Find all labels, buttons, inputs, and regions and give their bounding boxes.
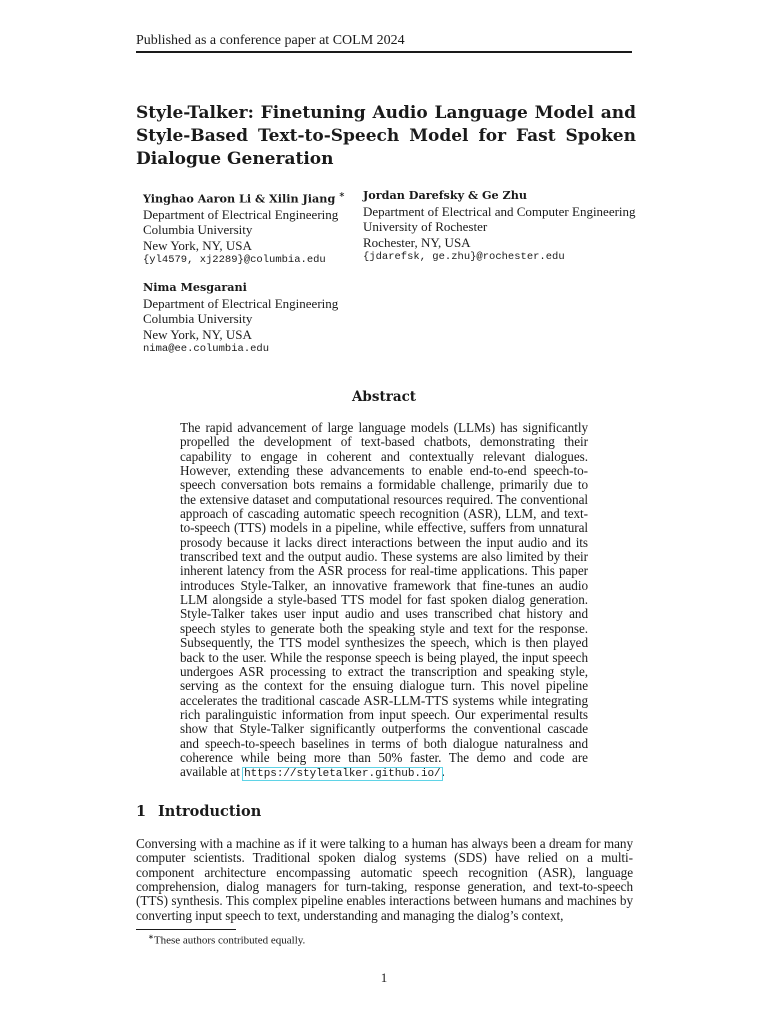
footnote-mark: ∗	[148, 933, 154, 941]
section-number: 1	[136, 803, 147, 820]
author-affiliation: Department of Electrical and Computer Engineering	[363, 203, 636, 219]
author-location: New York, NY, USA	[143, 326, 252, 342]
paper-title: Style-Talker: Finetuning Audio Language Model and Style-Based Text-to-Speech Model for Fast Spoken Dialogue Generation	[136, 103, 636, 169]
author-block-2	[363, 187, 636, 266]
author-institution: Columbia University	[143, 222, 253, 238]
abstract-body	[180, 421, 588, 782]
abstract-heading: Abstract	[351, 389, 417, 405]
page-number: 1	[380, 970, 388, 985]
author-email[interactable]: {jdarefsk, ge.zhu}@rochester.edu	[363, 251, 565, 263]
author-name: Jordan Darefsky & Ge Zhu	[363, 188, 527, 202]
author-location: Rochester, NY, USA	[363, 234, 471, 250]
author-email[interactable]: nima@ee.columbia.edu	[143, 343, 270, 355]
author-block-3	[143, 279, 338, 358]
author-institution: Columbia University	[143, 311, 253, 326]
footnote	[148, 933, 305, 947]
author-institution: University of Rochester	[363, 219, 488, 234]
running-header: Published as a conference paper at COLM 2024	[136, 33, 405, 48]
header-rule	[136, 51, 632, 53]
demo-link[interactable]: https://styletalker.github.io/	[244, 768, 441, 781]
abstract-tail: .	[441, 764, 445, 780]
introduction-paragraph: Conversing with a machine as if it were talking to a human has always been a dream for many computer scientists. Traditional spoken dialog systems (SDS) have relied on a multi-component architecture encompassing automatic speech recognition (ASR), language comprehension, dialog managers for turn-taking, response generation, and text-to-speech (TTS) synthesis. This complex pipeline enables interactions between humans and machines by converting input speech to text, understanding and managing the dialog’s context,	[136, 836, 633, 923]
author-name: Nima Mesgarani	[143, 280, 247, 294]
author-footnote-mark: ∗	[338, 190, 346, 199]
author-affiliation: Department of Electrical Engineering	[143, 295, 339, 311]
author-email[interactable]: {yl4579, xj2289}@columbia.edu	[143, 254, 326, 267]
footnote-text: These authors contributed equally.	[153, 934, 306, 947]
author-name: Yinghao Aaron Li & Xilin Jiang	[143, 191, 336, 206]
section-title: Introduction	[158, 803, 262, 820]
author-affiliation: Department of Electrical Engineering	[143, 206, 339, 222]
section-heading-introduction	[136, 803, 261, 820]
author-block-1	[143, 187, 345, 269]
abstract-text: The rapid advancement of large language models (LLMs) has significantly propelled the development of text-based chatbots, demonstrating their capability to engage in coherent and contextually relevant dialogues. However, extending these advancements to enable end-to-end speech-to-speech conversation bots remains a formidable challenge, primarily due to the extensive dataset and computational resources required. The conventional approach of cascading automatic speech recognition (ASR), LLM, and text-to-speech (TTS) models in a pipeline, while effective, suffers from unnatural prosody because it lacks direct interactions between the input audio and its transcribed text and the output audio. These systems are also limited by their inherent latency from the ASR process for real-time applications. This paper introduces Style-Talker, an innovative framework that fine-tunes an audio LLM alongside a style-based TTS model for fast spoken dialog generation. Style-Talker takes user input audio and uses transcribed chat history and speech styles to generate both the speaking style and text for the response. Subsequently, the TTS model synthesizes the speech, which is then played back to the user. While the response speech is being played, the input speech undergoes ASR processing to extract the transcription and speaking style, serving as the context for the ensuing dialogue turn. This novel pipeline accelerates the traditional cascade ASR-LLM-TTS systems while integrating rich paralinguistic information from input speech. Our experimental results show that Style-Talker significantly outperforms the conventional cascade and speech-to-speech baselines in terms of both dialogue naturalness and coherence while being more than 50% faster. The demo and code are available at	[180, 420, 588, 780]
author-location: New York, NY, USA	[143, 237, 252, 253]
footnote-rule	[136, 929, 236, 930]
